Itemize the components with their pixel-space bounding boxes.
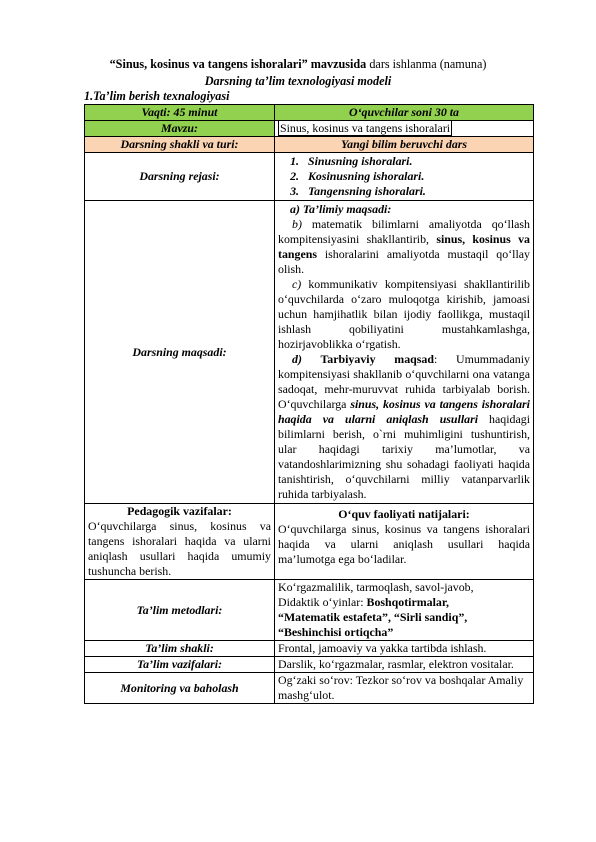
education-tasks-row [85, 657, 534, 673]
form-value: Yangi bilim beruvchi dars [275, 137, 534, 153]
plan-label: Darsning rejasi: [85, 153, 275, 201]
plan-item: 3. Tangensning ishoralari. [302, 184, 530, 199]
goal-d: d) Tarbiyaviy maqsad: Umummadaniy kompitensiyasi shakllanib o‘quvchilarni ona vatanga sadoqat, mehr-muruvvat ruhida tarbiyalab borish. O‘quvchilarga sinus, kosinus va tangens ishoralari haqida va ularni aniqlash usullari haqidagi bilimlarni berish, o`rni muhimligini tushuntirish, ular haqidagi tarixiy ma’lumotlar, va vatandoshlarimizning shu sohadagi faoliyati haqida tanishtirish, o‘quvchilarni milliy vatanparvarlik ruhida tarbiyalash. [278, 352, 530, 501]
methods-line: Ko‘rgazmalilik, tarmoqlash, savol-javob, [278, 580, 474, 594]
topic-row [85, 121, 534, 137]
form-of-education-value: Frontal, jamoaviy va yakka tartibda ishlash. [275, 641, 534, 657]
methods-line: “Beshinchisi ortiqcha” [278, 625, 394, 639]
form-of-education-row [85, 641, 534, 657]
methods-cell [275, 580, 534, 641]
goals-cell [275, 201, 534, 504]
plan-cell [275, 153, 534, 201]
goal-b: b) matematik bilimlarni amaliyotda qo‘llash kompitensiyasini shakllantirib, sinus, kosinus va tangens ishoralarini amaliyotda mustaqil qo‘llay olish. [278, 217, 531, 276]
form-label: Darsning shakli va turi: [85, 137, 275, 153]
form-row [85, 137, 534, 153]
students-cell: O‘quvchilar soni 30 ta [275, 105, 534, 121]
lesson-model-table [84, 104, 534, 704]
results-text: O‘quvchilarga sinus, kosinus va tangens ishoralari haqida va ularni aniqlash usullari haqida ma’lumotga ega bo‘ladilar. [278, 522, 530, 566]
education-tasks-label: Ta’lim vazifalari: [85, 657, 275, 673]
plan-list [278, 154, 530, 199]
time-cell: Vaqti: 45 minut [85, 105, 275, 121]
goal-a: a) Ta’limiy maqsadi: [290, 202, 392, 216]
monitoring-value: Og‘zaki so‘rov: Tezkor so‘rov va boshqalar Amaliy mashg‘ulot. [275, 673, 534, 704]
plan-row [85, 153, 534, 201]
document-title [0, 57, 596, 72]
tasks-row [85, 504, 534, 580]
monitoring-row [85, 673, 534, 704]
pedagogical-text: O‘quvchilarga sinus, kosinus va tangens ishoralari haqida va ularni aniqlash usullari haqida umumiy tushuncha berish. [88, 519, 271, 578]
results-cell [275, 504, 534, 580]
methods-label: Ta’lim metodlari: [85, 580, 275, 641]
goal-c: c) kommunikativ kompitensiyasi shakllantirilib o‘quvchilarda o‘zaro muloqotga kirishib, jamoasi uchun hamjihatlik bilan ijodiy faollikga, mustaqil ishlash qobiliyatini mustahkamlashga, hozirjavoblikka o‘rgatish. [278, 277, 530, 351]
monitoring-label: Monitoring va baholash [85, 673, 275, 704]
title-rest: dars ishlanma (namuna) [366, 57, 487, 71]
topic-cell [275, 121, 534, 137]
header-row [85, 105, 534, 121]
document-subtitle: Darsning ta’lim texnologiyasi modeli [204, 74, 392, 88]
plan-item: 1. Sinusning ishoralari. [302, 154, 530, 169]
methods-line: “Matematik estafeta”, “Sirli sandiq”, [278, 610, 468, 624]
topic-label: Mavzu: [85, 121, 275, 137]
education-tasks-value: Darslik, ko‘rgazmalar, rasmlar, elektron vositalar. [275, 657, 534, 673]
goals-row [85, 201, 534, 504]
section-heading: 1.Ta’lim berish texnalogiyasi [84, 89, 230, 103]
pedagogical-heading: Pedagogik vazifalar: [127, 504, 232, 518]
pedagogical-cell [85, 504, 275, 580]
goals-label: Darsning maqsadi: [85, 201, 275, 504]
results-heading: O‘quv faoliyati natijalari: [338, 507, 470, 521]
plan-item: 2. Kosinusning ishoralari. [302, 169, 530, 184]
methods-row [85, 580, 534, 641]
form-of-education-label: Ta’lim shakli: [85, 641, 275, 657]
topic-value: Sinus, kosinus va tangens ishoralari [280, 121, 451, 135]
title-bold: “Sinus, kosinus va tangens ishoralari” mavzusida [109, 57, 367, 71]
methods-line: Didaktik o‘yinlar: Boshqotirmalar, [278, 595, 449, 609]
